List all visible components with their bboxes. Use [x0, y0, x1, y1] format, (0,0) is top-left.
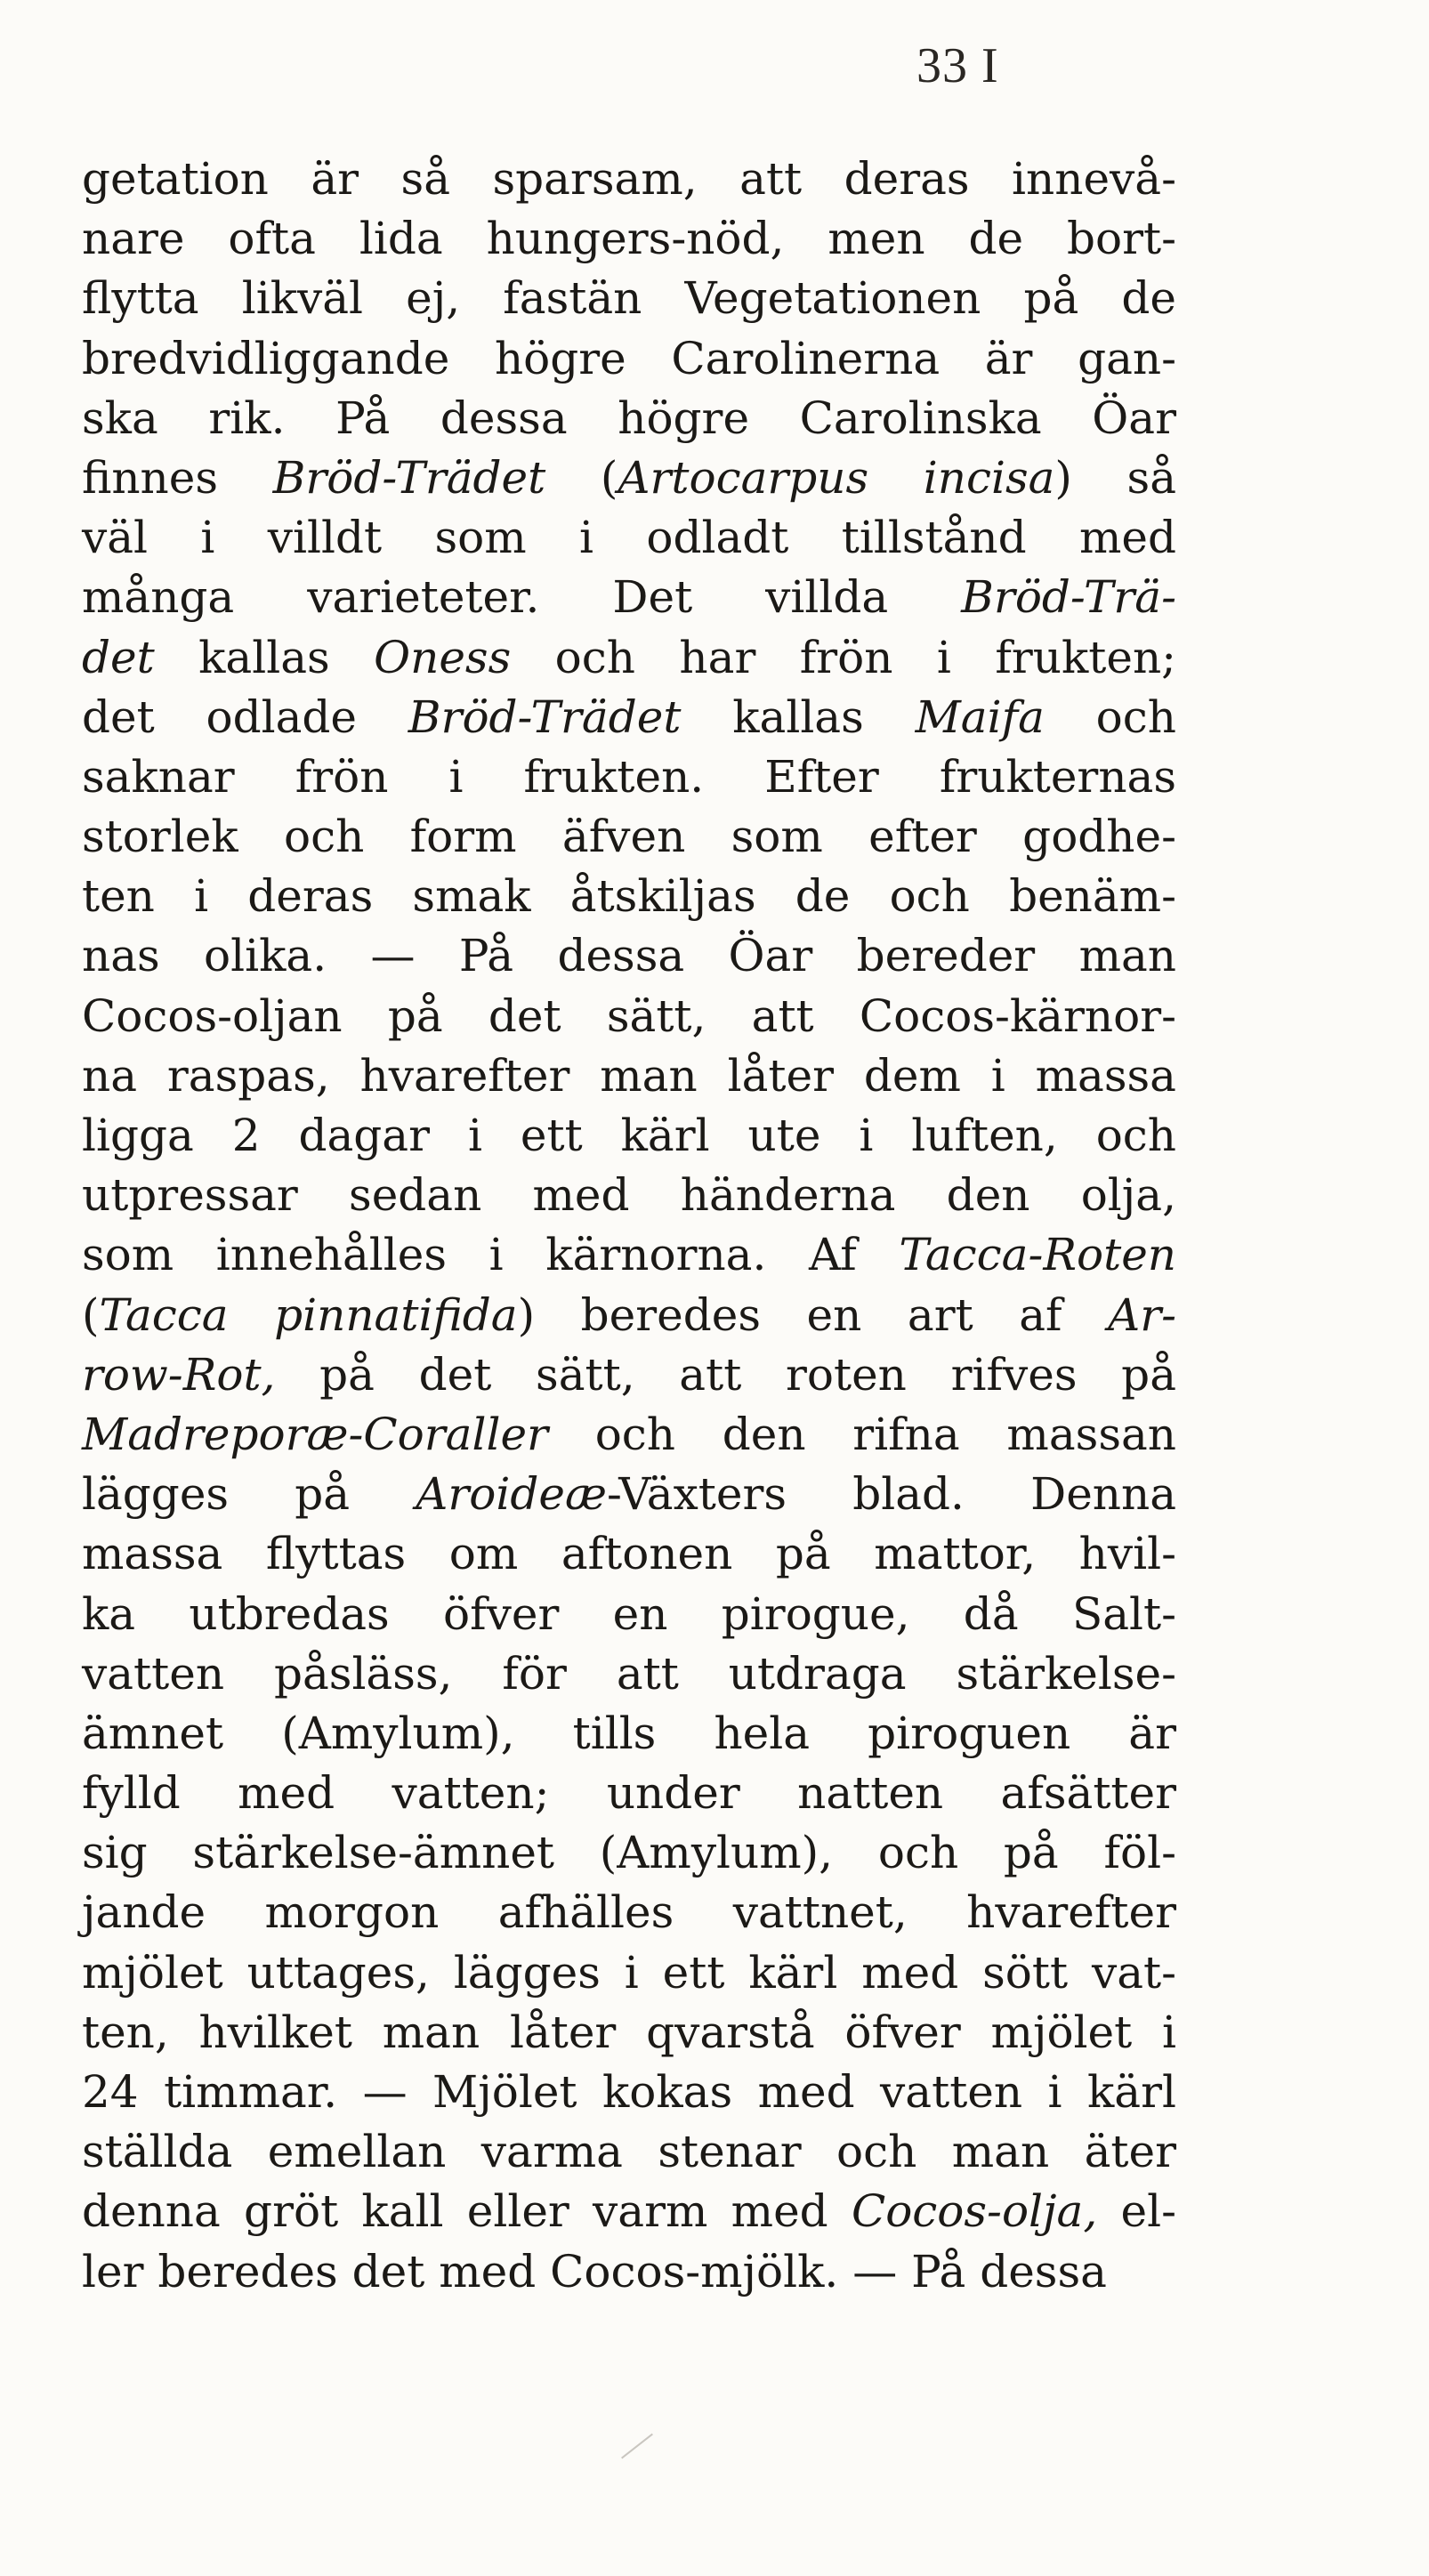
- text-segment: ämnet (Amylum), tills hela piroguen är: [82, 1707, 1176, 1759]
- text-segment: ställda emellan varma stenar och man äter: [82, 2126, 1176, 2178]
- text-segment: fylld med vatten; under natten afsätter: [82, 1767, 1176, 1820]
- italic-term: Oness: [374, 631, 512, 683]
- text-line: [82, 1764, 1176, 1823]
- text-line: [82, 2242, 1176, 2302]
- text-line: [82, 1823, 1176, 1883]
- text-segment: (: [82, 1288, 100, 1341]
- text-line: [82, 747, 1176, 807]
- text-line: [82, 1286, 1176, 1345]
- text-segment: ) beredes en art af: [517, 1288, 1109, 1341]
- text-line: [82, 1524, 1176, 1584]
- text-line: [82, 329, 1176, 389]
- text-line: [82, 2063, 1176, 2122]
- text-line: [82, 926, 1176, 986]
- text-segment: 24 timmar. — Mjölet kokas med vatten i kärl: [82, 2066, 1176, 2118]
- text-line: [82, 1106, 1176, 1166]
- text-line: [82, 568, 1176, 627]
- text-segment: Cocos-oljan på det sätt, att Cocos-kärnor-: [82, 989, 1176, 1042]
- text-line: [82, 2182, 1176, 2241]
- text-line: [82, 807, 1176, 867]
- text-segment: nas olika. — På dessa Öar bereder man: [82, 930, 1176, 982]
- text-segment: nare ofta lida hungers-nöd, men de bort-: [82, 213, 1176, 265]
- text-segment: flytta likväl ej, fastän Vegetationen på de: [82, 272, 1176, 325]
- text-segment: bredvidliggande högre Carolinerna är gan-: [82, 332, 1176, 384]
- text-line: [82, 867, 1176, 926]
- italic-term: Maifa: [915, 690, 1045, 743]
- text-segment: många varieteter. Det villda: [82, 571, 962, 624]
- text-segment: mjölet uttages, lägges i ett kärl med sött vat-: [82, 1946, 1176, 1999]
- text-segment: (: [545, 451, 618, 504]
- text-segment: vatten påsläss, för att utdraga stärkelse-: [82, 1647, 1176, 1700]
- text-segment: väl i villdt som i odladt tillstånd med: [82, 512, 1176, 564]
- text-line: [82, 448, 1176, 508]
- text-segment: jande morgon afhälles vattnet, hvarefter: [82, 1886, 1176, 1939]
- text-line: [82, 1345, 1176, 1405]
- text-segment: ka utbredas öfver en pirogue, då Salt-: [82, 1587, 1176, 1640]
- text-line: [82, 209, 1176, 269]
- page-number: 33 I: [916, 38, 999, 93]
- italic-term: Madreporæ-Coraller: [82, 1408, 548, 1460]
- text-segment: finnes: [82, 451, 273, 504]
- text-segment: denna gröt kall eller varm med: [82, 2185, 852, 2238]
- text-segment: som innehålles i kärnorna. Af: [82, 1229, 900, 1281]
- text-segment: el-: [1097, 2185, 1176, 2238]
- italic-term: row-Rot,: [82, 1348, 276, 1401]
- text-segment: utpressar sedan med händerna den olja,: [82, 1169, 1176, 1222]
- italic-term: Bröd-Trädet: [408, 690, 682, 743]
- text-line: [82, 389, 1176, 448]
- text-line: [82, 149, 1176, 209]
- text-segment: lägges på: [82, 1468, 416, 1521]
- text-segment: massa flyttas om aftonen på mattor, hvil-: [82, 1528, 1176, 1580]
- text-line: [82, 1166, 1176, 1225]
- text-line: [82, 1585, 1176, 1644]
- italic-term: Aroideæ: [416, 1468, 607, 1521]
- text-segment: -Växters blad. Denna: [606, 1468, 1176, 1521]
- text-line: [82, 1704, 1176, 1764]
- text-segment: det odlade: [82, 690, 408, 743]
- text-segment: getation är så sparsam, att deras innevå-: [82, 153, 1176, 205]
- text-line: [82, 1644, 1176, 1704]
- text-line: [82, 987, 1176, 1046]
- text-segment: ten i deras smak åtskiljas de och benäm-: [82, 870, 1176, 923]
- text-segment: storlek och form äfven som efter godhe-: [82, 811, 1176, 863]
- text-segment: kallas: [681, 690, 916, 743]
- text-segment: och den rifna massan: [547, 1408, 1176, 1460]
- text-line: [82, 1405, 1176, 1465]
- text-segment: på det sätt, att roten rifves på: [275, 1348, 1176, 1401]
- text-segment: ler beredes det med Cocos-mjölk. — På dessa: [82, 2245, 1107, 2297]
- text-line: [82, 1883, 1176, 1942]
- text-line: [82, 1046, 1176, 1106]
- text-segment: ) så: [1054, 451, 1177, 504]
- text-segment: ligga 2 dagar i ett kärl ute i luften, och: [82, 1110, 1176, 1161]
- italic-term: Ar-: [1108, 1288, 1177, 1341]
- text-segment: och har frön i frukten;: [511, 631, 1176, 683]
- ink-mark: [621, 2434, 653, 2459]
- text-line: [82, 1465, 1176, 1524]
- text-line: [82, 628, 1176, 688]
- text-line: [82, 269, 1176, 328]
- body-text: [82, 149, 1176, 2302]
- italic-term: Artocarpus incisa: [618, 451, 1055, 504]
- text-segment: och: [1044, 690, 1176, 743]
- text-line: [82, 2122, 1176, 2182]
- text-line: [82, 1225, 1176, 1285]
- text-line: [82, 508, 1176, 568]
- text-line: [82, 1943, 1176, 2003]
- text-segment: sig stärkelse-ämnet (Amylum), och på föl-: [82, 1827, 1176, 1879]
- italic-term: Tacca pinnatifida: [99, 1288, 518, 1341]
- italic-term: Bröd-Trädet: [272, 451, 546, 504]
- text-segment: ska rik. På dessa högre Carolinska Öar: [82, 392, 1176, 444]
- text-segment: ten, hvilket man låter qvarstå öfver mjölet i: [82, 2006, 1176, 2058]
- text-segment: saknar frön i frukten. Efter frukternas: [82, 750, 1176, 803]
- italic-term: Tacca-Roten: [899, 1229, 1176, 1281]
- italic-term: Bröd-Trä-: [961, 571, 1176, 624]
- italic-term: det: [82, 631, 155, 683]
- text-segment: na raspas, hvarefter man låter dem i massa: [82, 1049, 1176, 1102]
- text-line: [82, 2003, 1176, 2063]
- text-segment: kallas: [154, 631, 375, 683]
- text-line: [82, 688, 1176, 747]
- italic-term: Cocos-olja,: [851, 2185, 1098, 2238]
